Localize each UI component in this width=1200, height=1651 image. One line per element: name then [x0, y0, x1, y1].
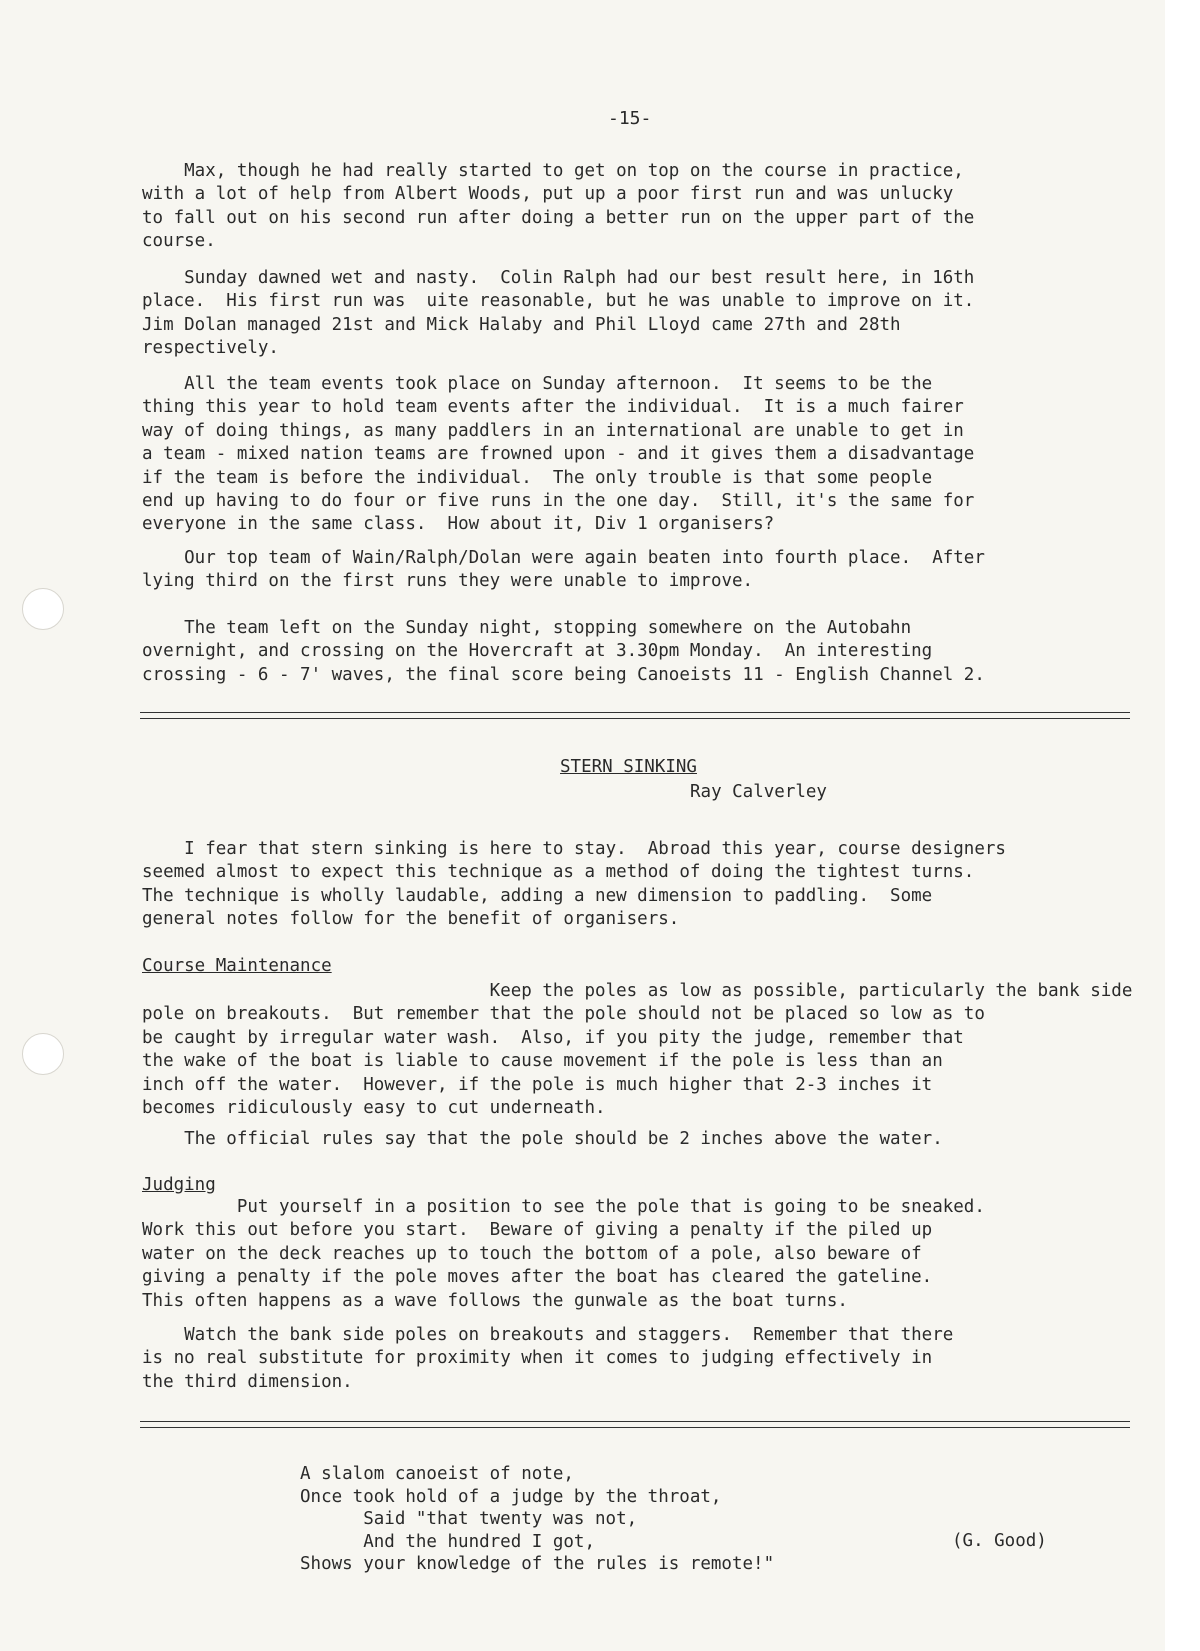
punch-hole: [22, 1033, 64, 1075]
section-divider: [140, 1421, 1130, 1428]
paragraph-max: Max, though he had really started to get on top on the course in practice, with a lot of help from Albert Woods, put up a poor first run and was unlucky to fall out on his second run after doing a better run on the upper part of the course.: [142, 161, 975, 252]
punch-hole: [22, 588, 64, 630]
judging-heading: Judging: [142, 1175, 216, 1195]
article-intro: I fear that stern sinking is here to stay. Abroad this year, course designers seemed almost to expect this technique as a method of doing the tightest turns. The technique is wholly laudable, adding a new dimension to paddling. Some general notes follow for the benefit of organisers.: [142, 839, 1006, 930]
article-author: Ray Calverley: [690, 782, 827, 802]
watch-paragraph: Watch the bank side poles on breakouts and staggers. Remember that there is no real substitute for proximity when it comes to judging effectively in the third dimension.: [142, 1325, 954, 1392]
section-divider: [140, 712, 1130, 719]
judging-text: Put yourself in a position to see the pole that is going to be sneaked. Work this out before you start. Beware of giving a penalty if the piled up water on the deck reaches up to touch the bottom of a pole, also beware of giving a penalty if the pole moves after the boat has cleared the gateline. This often happens as a wave follows the gunwale as the boat turns.: [142, 1197, 985, 1311]
course-maintenance-section: [142, 955, 1132, 978]
limerick: A slalom canoeist of note, Once took hold of a judge by the throat, Said "that twenty was not, And the hundred I got, Shows your knowledge of the rules is remote!": [300, 1464, 775, 1575]
article-title: STERN SINKING: [560, 757, 697, 777]
page-number: -15-: [608, 108, 652, 129]
paragraph-return: The team left on the Sunday night, stopping somewhere on the Autobahn overnight, and crossing on the Hovercraft at 3.30pm Monday. An interesting crossing - 6 - 7' waves, the final score being Canoeists 11 - English Channel 2.: [142, 618, 985, 685]
course-maintenance-heading: Course Maintenance: [142, 956, 332, 976]
paragraph-team-events: All the team events took place on Sunday afternoon. It seems to be the thing this year to hold team events after the individual. It is a much fairer way of doing things, as many paddlers in an international are unable to get in a team - mixed nation teams are frowned upon - and it gives them a disadvantage if the team is before the individual. The only trouble is that some people end up having to do four or five runs in the one day. Still, it's the same for everyone in the same class. How about it, Div 1 organisers?: [142, 374, 975, 535]
paragraph-sunday: Sunday dawned wet and nasty. Colin Ralph had our best result here, in 16th place. His first run was uite reasonable, but he was unable to improve on it. Jim Dolan managed 21st and Mick Halaby and Phil Lloyd came 27th and 28th respectively.: [142, 268, 975, 359]
course-maintenance-text: Keep the poles as low as possible, particularly the bank side pole on breakouts. But remember that the pole should not be placed so low as to be caught by irregular water wash. Also, if you pity the judge, remember that the wake of the boat is liable to cause movement if the pole is less than an inch off the water. However, if the pole is much higher that 2-3 inches it becomes ridiculously easy to cut underneath.: [142, 981, 1133, 1119]
paragraph-top-team: Our top team of Wain/Ralph/Dolan were again beaten into fourth place. After lying third on the first runs they were unable to improve.: [142, 548, 985, 592]
judging-section: [142, 1174, 1132, 1197]
limerick-credit: (G. Good): [952, 1531, 1047, 1551]
official-rules-paragraph: The official rules say that the pole should be 2 inches above the water.: [142, 1129, 943, 1149]
